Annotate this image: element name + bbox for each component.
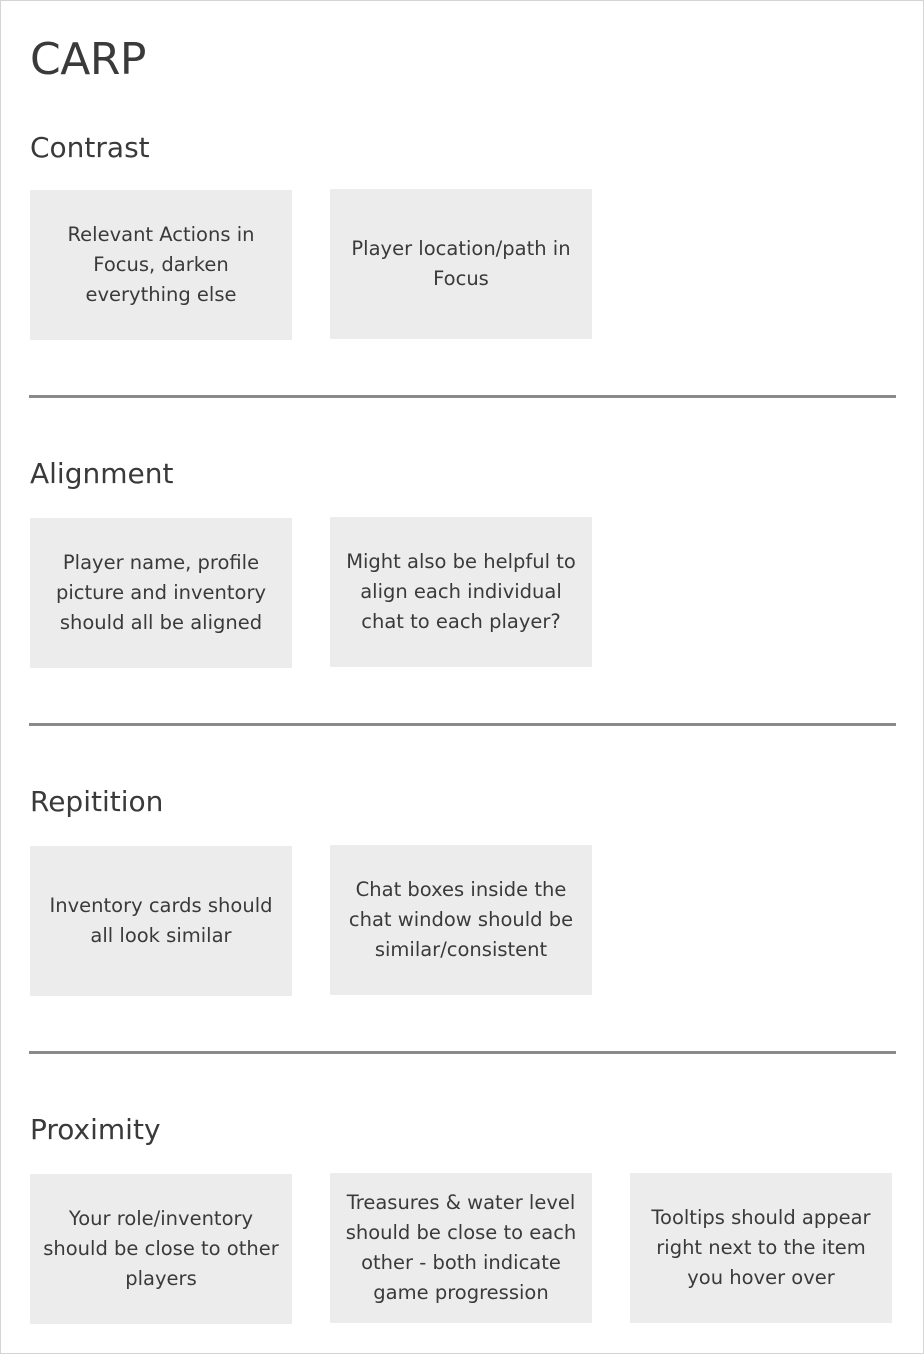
sticky-note[interactable]: Inventory cards should all look similar bbox=[30, 846, 292, 996]
sticky-note[interactable]: Treasures & water level should be close to each other - both indicate game progression bbox=[330, 1173, 592, 1323]
page-title: CARP bbox=[30, 34, 146, 85]
sticky-note[interactable]: Tooltips should appear right next to the item you hover over bbox=[630, 1173, 892, 1323]
section-divider bbox=[29, 395, 896, 398]
section-divider bbox=[29, 1051, 896, 1054]
section-heading-alignment: Alignment bbox=[30, 457, 174, 490]
sticky-note[interactable]: Your role/inventory should be close to other players bbox=[30, 1174, 292, 1324]
section-heading-repitition: Repitition bbox=[30, 785, 164, 818]
sticky-note[interactable]: Relevant Actions in Focus, darken everything else bbox=[30, 190, 292, 340]
sticky-note[interactable]: Player name, profile picture and inventory should all be aligned bbox=[30, 518, 292, 668]
section-heading-contrast: Contrast bbox=[30, 131, 150, 164]
section-divider bbox=[29, 723, 896, 726]
sticky-note[interactable]: Player location/path in Focus bbox=[330, 189, 592, 339]
section-heading-proximity: Proximity bbox=[30, 1113, 161, 1146]
sticky-note[interactable]: Chat boxes inside the chat window should be similar/consistent bbox=[330, 845, 592, 995]
sticky-note[interactable]: Might also be helpful to align each individual chat to each player? bbox=[330, 517, 592, 667]
